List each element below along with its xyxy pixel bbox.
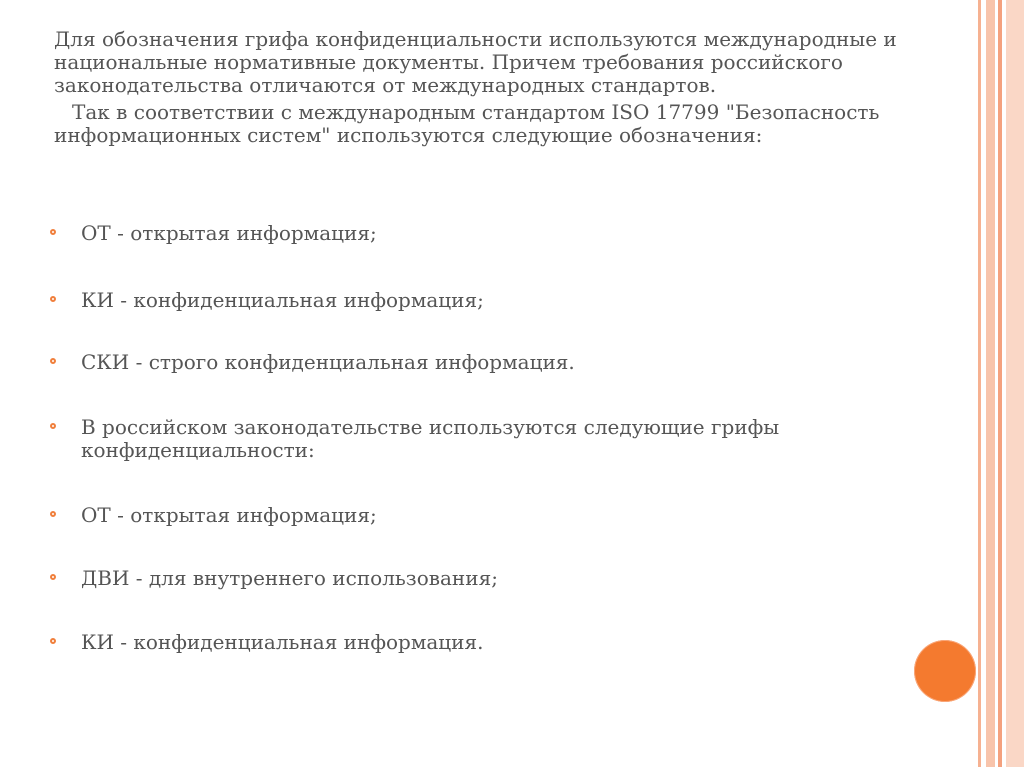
bullet-circle-icon [50,296,56,302]
stripe [1006,0,1024,767]
bullet-circle-icon [50,511,56,517]
bullet-list [54,0,934,767]
stripe [986,0,995,767]
list-item-text: ОТ - открытая информация; [81,221,377,245]
list-item [54,351,914,374]
list-item [54,631,914,654]
bullet-circle-icon [50,638,56,644]
decorative-stripes [978,0,1024,767]
list-item-text: КИ - конфиденциальная информация. [81,630,484,654]
bullet-circle-icon [50,358,56,364]
bullet-circle-icon [50,229,56,235]
bullet-circle-icon [50,423,56,429]
list-item [54,504,914,527]
bullet-circle-icon [50,574,56,580]
list-item [54,567,914,590]
intro-paragraph: Для обозначения грифа конфиденциальности используются международные и национальные нормативные документы. Причем требования российского законодательства отличаются от международных стандартов. [54,27,897,97]
list-item [54,222,914,245]
list-item [54,289,914,312]
decorative-orange-circle [914,640,976,702]
list-item-text: ДВИ - для внутреннего использования; [81,566,498,590]
list-item-text: СКИ - строго конфиденциальная информация. [81,350,575,374]
list-item [54,416,914,462]
iso-paragraph: Так в соответствии с международным стандартом ISO 17799 "Безопасность информационных систем" используются следующие обозначения: [54,100,880,147]
list-item-text: ОТ - открытая информация; [81,503,377,527]
list-item-text: КИ - конфиденциальная информация; [81,288,484,312]
list-item-text: В российском законодательстве используются следующие грифы конфиденциальности: [81,415,780,462]
